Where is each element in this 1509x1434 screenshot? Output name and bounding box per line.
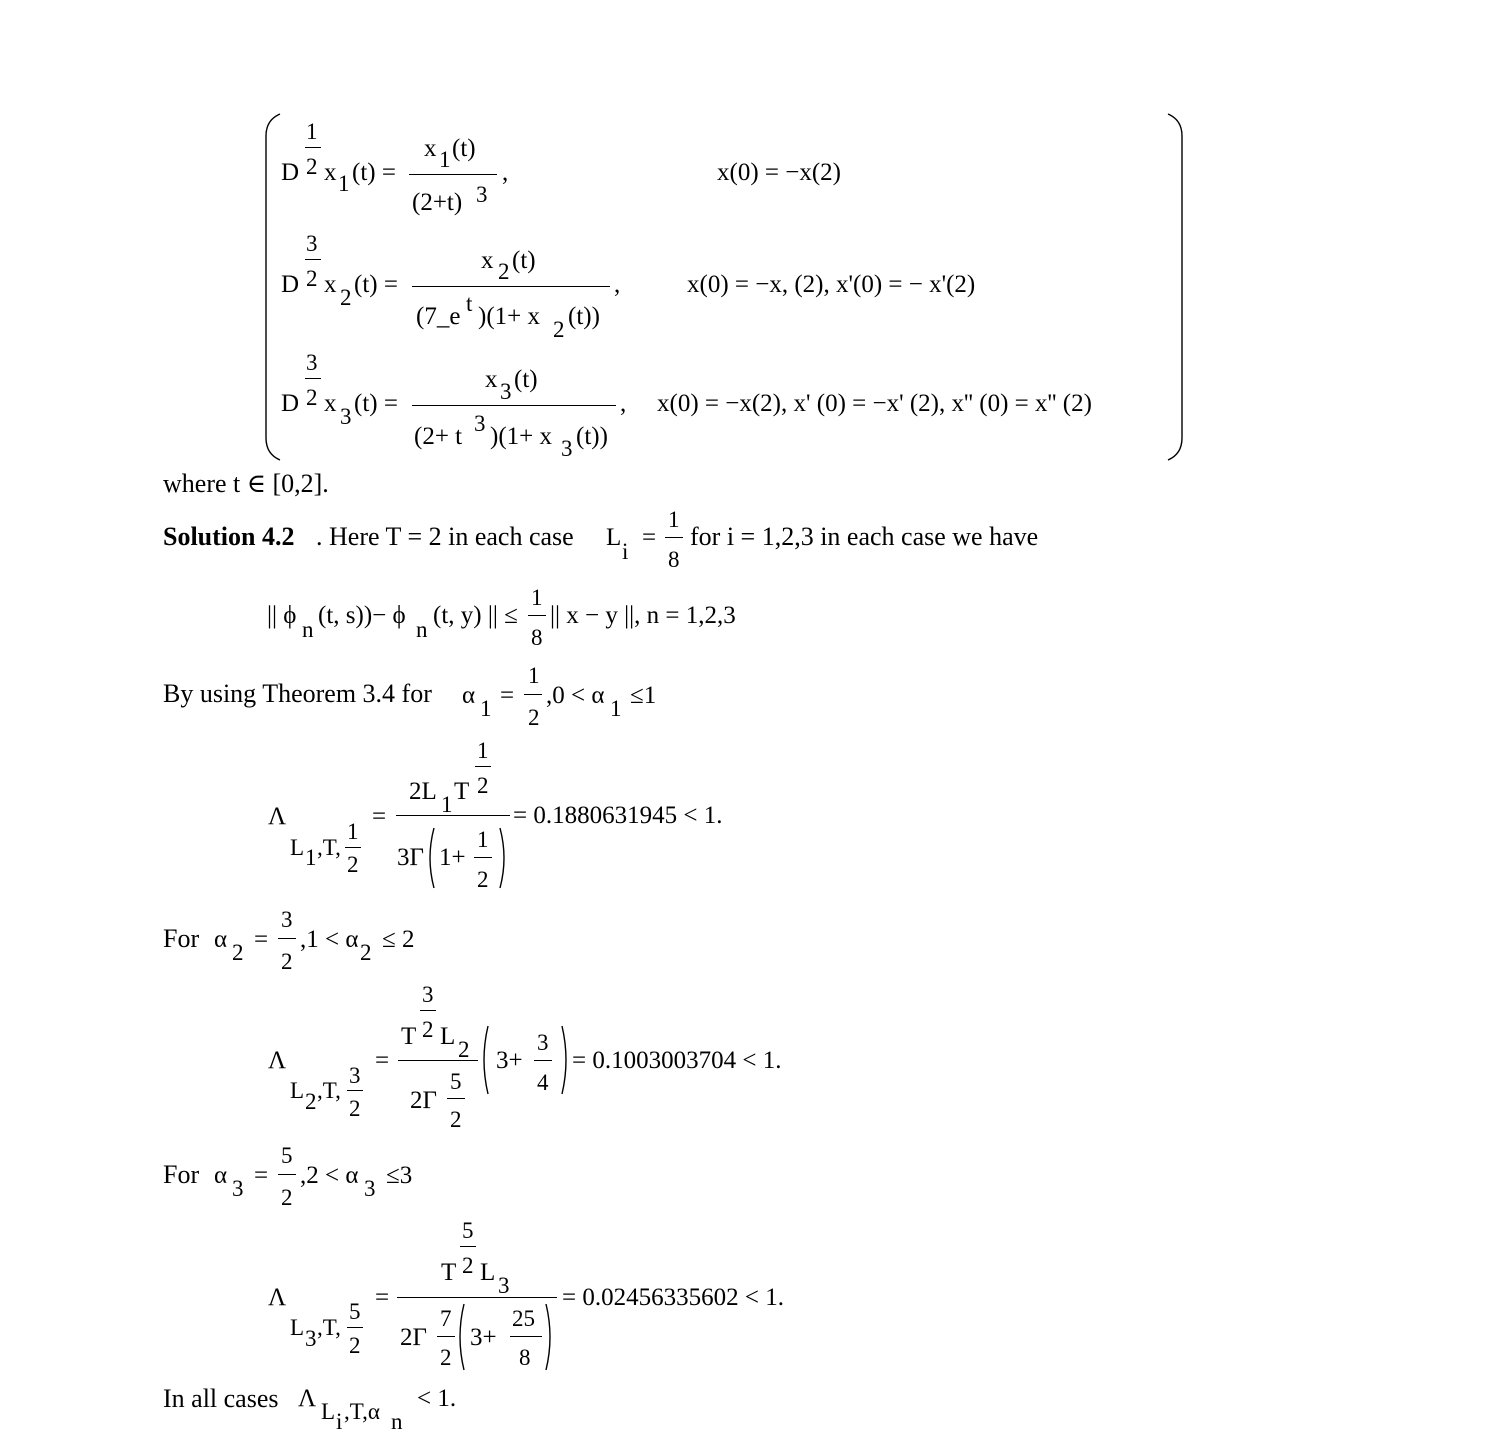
case-2-parens	[478, 1024, 574, 1098]
where-text: where t ∈ [0,2].	[163, 469, 329, 498]
case-1-parens	[424, 826, 514, 892]
